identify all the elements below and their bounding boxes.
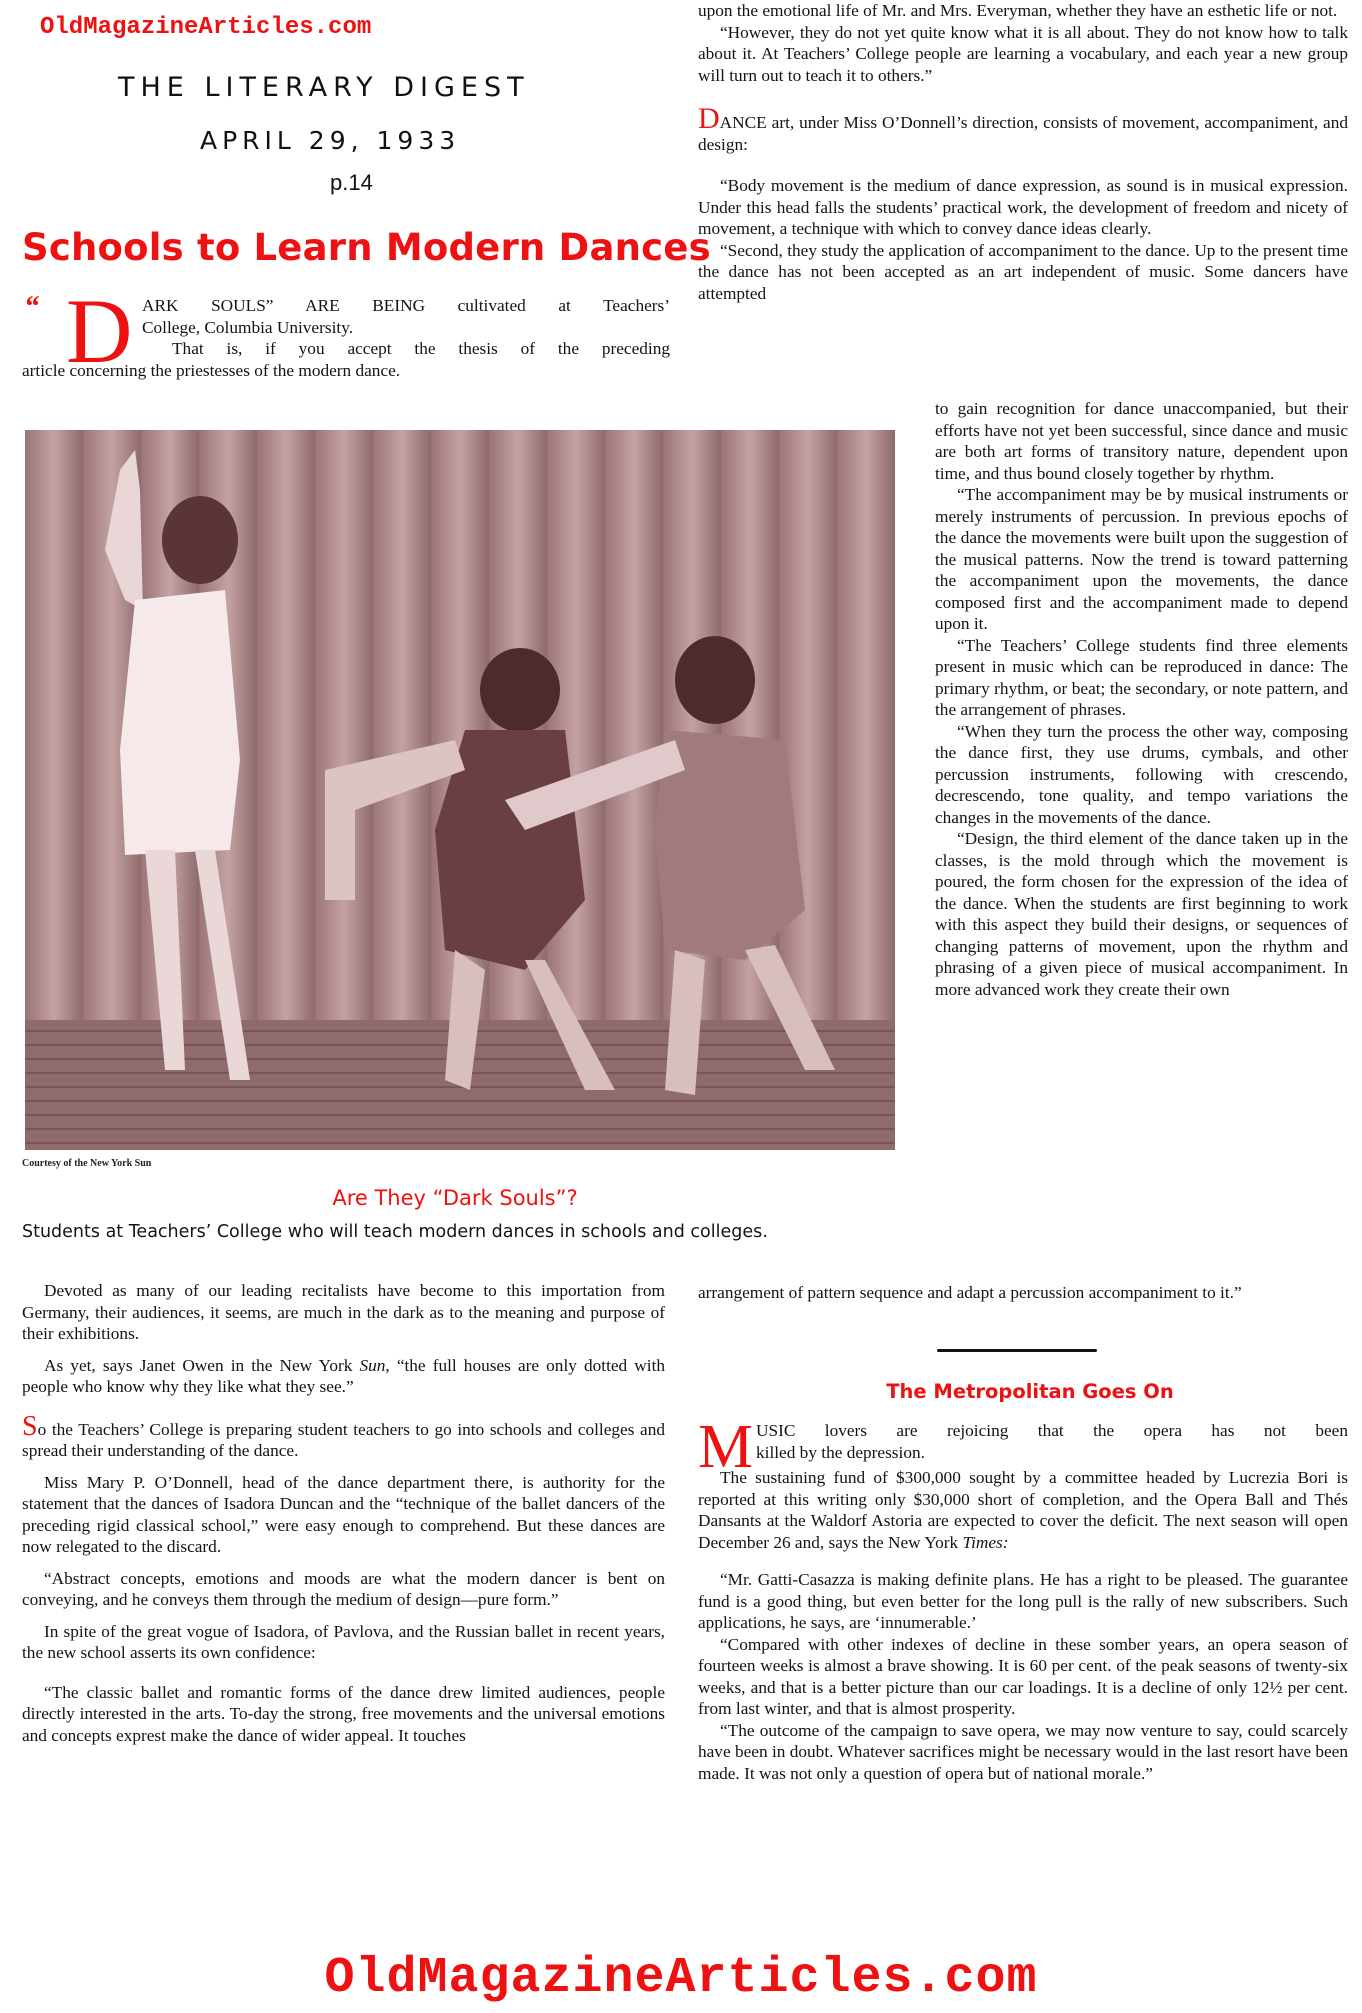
right-quote-1: “Body movement is the medium of dance expression, as sound is in musical expression. Under this head falls the students’ practical work, the development of freedom and nicety of movement, a technique with which to convey dance ideas clearly. <box>698 176 1348 238</box>
dancers-photo-illustration <box>25 430 895 1150</box>
intro-line-4: article concerning the priestesses of the modern dance. <box>22 360 401 380</box>
left-paragraph-2-suffix: , “the full houses are only dotted with people who know why they like what they see.” <box>22 1355 666 1396</box>
drop-cap-d-small: D <box>698 102 720 135</box>
dancers-photo <box>25 430 895 1150</box>
left-paragraph-7: “The classic ballet and romantic forms of the dance drew limited audiences, people directly interested in the arts. To-day the strong, free movements and the universal emotions and concepts exprest make the dance of wider appeal. It touches <box>22 1682 665 1745</box>
article2-quote-3: “The outcome of the campaign to save opera, we may now venture to say, could scarcely have been in doubt. Whatever sacrifices might be necessary would in the last resort have been made. It was not only a question of opera but of national morale.” <box>698 1720 1348 1783</box>
right-paragraph-1: upon the emotional life of Mr. and Mrs. Everyman, whether they have an esthetic life or not. <box>698 1 1338 20</box>
dance-small-caps: ANCE <box>719 113 767 132</box>
photo-credit: Courtesy of the New York Sun <box>22 1158 152 1169</box>
narrow-paragraph-2: “The accompaniment may be by musical instruments or merely instruments of percussion. In previous epochs of the dance the movements were built upon the suggestion of the musical patterns. Now the trend is toward patterning the accompaniment upon the movements, the dance composed first and the accompaniment made to depend upon it. <box>935 485 1348 633</box>
narrow-paragraph-5: “Design, the third element of the dance taken up in the classes, is the mold through which the movement is poured, the form chosen for the expression of the idea of the dance. When the students are first beginning to work with this aspect they build their designs, or sequences of changing patterns of movement, upon the rhythm and phrasing of a given piece of musical accompaniment. In more advanced work they create their own <box>935 829 1348 999</box>
article2-paragraph-1-text: The sustaining fund of $300,000 sought by a committee headed by Lucrezia Bori is reported at this writing only $30,000 short of completion, and the Opera Ball and Thés Dansants at the Waldorf Astoria are expected to cover the deficit. The next season will open December 26 and, says the New York <box>698 1468 1348 1552</box>
dance-section-text: art, under Miss O’Donnell’s direction, consists of movement, accompaniment, and design: <box>698 113 1348 154</box>
left-paragraph-1: Devoted as many of our leading recitalists have become to this importation from Germany, their audiences, it seems, are much in the dark as to the meaning and purpose of their exhibitions. <box>22 1281 665 1343</box>
article2-quote-2: “Compared with other indexes of decline in these somber years, an opera season of fourteen weeks is almost a brave showing. It is 60 per cent. of the peak seasons of twenty-six weeks, and that is a better picture than our car loadings. It is a decline of only 12½ per cent. from last winter, and that is almost prosperity. <box>698 1634 1348 1718</box>
article2-body <box>698 1413 1348 1784</box>
intro-line-2: College, Columbia University. <box>142 317 354 337</box>
left-paragraph-5: “Abstract concepts, emotions and moods are what the modern dancer is bent on conveying, and he conveys them through the medium of design—pure form.” <box>22 1568 665 1609</box>
intro-line-1: ARK SOULS” ARE BEING cultivated at Teachers’ <box>142 296 670 315</box>
left-paragraph-3-text: o the Teachers’ College is preparing student teachers to go into schools and colleges and spread their understanding of the dance. <box>22 1419 665 1460</box>
article2-line-2: killed by the depression. <box>756 1442 925 1462</box>
newspaper-name-times: Times: <box>962 1532 1009 1552</box>
drop-cap-m: M <box>698 1413 754 1481</box>
narrow-paragraph-3: “The Teachers’ College students find three elements present in music which can be reproduced in dance: The primary rhythm, or beat; the secondary, or note pattern, and the arrangement of phrases. <box>935 635 1348 719</box>
left-paragraph-6: In spite of the great vogue of Isadora, of Pavlova, and the Russian ballet in recent years, the new school asserts its own confidence: <box>22 1621 665 1662</box>
right-column-narrow <box>935 398 1348 1000</box>
issue-date: APRIL 29, 1933 <box>200 126 461 155</box>
drop-cap-s: S <box>22 1410 38 1442</box>
article2-line-1: USIC lovers are rejoicing that the opera has not been <box>756 1421 1348 1440</box>
article-intro <box>22 280 670 382</box>
article2-quote-1: “Mr. Gatti-Casazza is making definite plans. He has a right to be pleased. The guarantee fund is a good thing, but even better for the long pull is the rally of new subscribers. Such applications, he says, are ‘innumerable.’ <box>698 1570 1348 1632</box>
open-quote-mark: “ <box>24 290 39 323</box>
dance-section-intro <box>698 102 1348 155</box>
photo-caption-text: Students at Teachers’ College who will teach modern dances in schools and colleges. <box>22 1222 768 1242</box>
article2-headline: The Metropolitan Goes On <box>886 1380 1174 1403</box>
article2-paragraph-1 <box>698 1467 1348 1553</box>
left-paragraph-4: Miss Mary P. O’Donnell, head of the dance department there, is authority for the statement that the dances of Isadora Duncan and the “technique of the ballet dancers of the preceding rigid classical school,” were easy enough to comprehend. But these dances are now relegated to the discard. <box>22 1472 665 1556</box>
article-headline: Schools to Learn Modern Dances <box>22 226 711 269</box>
drop-cap-d: D <box>66 280 133 382</box>
section-divider <box>937 1349 1097 1352</box>
watermark-bottom: OldMagazineArticles.com <box>324 1950 1038 2007</box>
publication-name: THE LITERARY DIGEST <box>118 72 530 103</box>
intro-line-3: That is, if you accept the thesis of the preceding <box>172 339 670 358</box>
right-paragraph-2: “However, they do not yet quite know what it is all about. They do not know how to talk about it. At Teachers’ College people are learning a vocabulary, and each year a new group will turn out to teach it to others.” <box>698 22 1348 85</box>
right-column-top <box>698 0 1348 304</box>
photo-caption-title: Are They “Dark Souls”? <box>332 1186 578 1210</box>
page-number: p.14 <box>330 170 373 195</box>
narrow-paragraph-1: to gain recognition for dance unaccompanied, but their efforts have not yet been successful, since dance and music are both art forms of transitory nature, dependent upon time, and thus bound closely together by rhythm. <box>935 399 1348 483</box>
left-paragraph-3 <box>22 1410 665 1462</box>
narrow-paragraph-4: “When they turn the process the other way, composing the dance first, they use drums, cymbals, and other percussion instruments, following with crescendo, decrescendo, tone quality, and tempo variations the changes in the movements of the dance. <box>935 721 1348 827</box>
right-column-tail <box>698 1282 1348 1304</box>
watermark-top: OldMagazineArticles.com <box>40 14 372 41</box>
right-quote-2: “Second, they study the application of accompaniment to the dance. Up to the present time the dance has not been accepted as an art independent of music. Some dancers have attempted <box>698 240 1348 303</box>
article2-headline-wrap <box>0 1380 1362 1403</box>
tail-paragraph: arrangement of pattern sequence and adapt a percussion accompaniment to it.” <box>698 1283 1242 1302</box>
left-column-body <box>22 1280 665 1746</box>
newspaper-name-sun: Sun <box>359 1355 386 1375</box>
left-paragraph-2-prefix: As yet, says Janet Owen in the New York <box>44 1355 360 1375</box>
